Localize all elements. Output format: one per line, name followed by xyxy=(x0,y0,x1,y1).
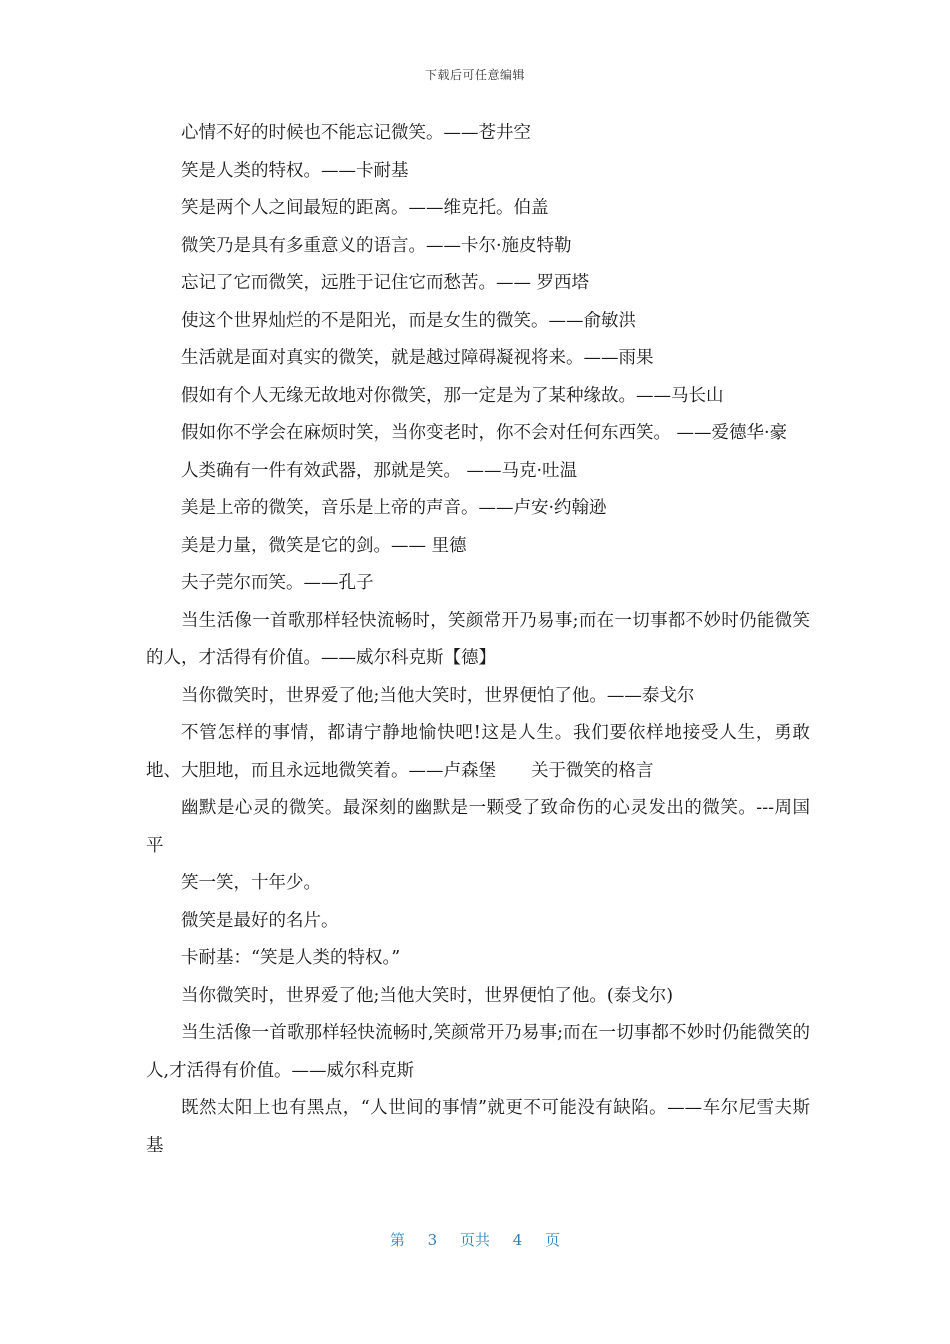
quote-paragraph: 当生活像一首歌那样轻快流畅时，笑颜常开乃易事;而在一切事都不妙时仍能微笑的人，才活得有价值。——威尔科克斯【德】 xyxy=(146,610,810,668)
page-header: 下载后可任意编辑 xyxy=(424,68,525,82)
quote-paragraph: 使这个世界灿烂的不是阳光，而是女生的微笑。——俞敏洪 xyxy=(181,310,636,331)
quote-paragraph: 笑是人类的特权。——卡耐基 xyxy=(181,160,409,181)
quote-paragraph: 卡耐基：“笑是人类的特权。” xyxy=(181,948,401,968)
quote-paragraph: 笑是两个人之间最短的距离。——维克托。伯盖 xyxy=(181,198,549,218)
page-footer xyxy=(0,1229,950,1250)
footer-prefix: 第 xyxy=(389,1231,405,1249)
total-page-number: 4 xyxy=(512,1231,523,1249)
quote-paragraph: 笑一笑，十年少。 xyxy=(181,873,321,893)
quote-paragraph: 美是力量，微笑是它的剑。—— 里德 xyxy=(181,535,467,556)
quote-paragraph: 当你微笑时，世界爱了他;当他大笑时，世界便怕了他。(泰戈尔) xyxy=(181,985,674,1006)
quote-paragraph: 当你微笑时，世界爱了他;当他大笑时，世界便怕了他。——泰戈尔 xyxy=(181,685,695,706)
quote-paragraph: 美是上帝的微笑，音乐是上帝的声音。——卢安·约翰逊 xyxy=(181,498,607,518)
quote-paragraph: 当生活像一首歌那样轻快流畅时,笑颜常开乃易事;而在一切事都不妙时仍能微笑的人,才活得有价值。——威尔科克斯 xyxy=(146,1023,810,1081)
quote-paragraph: 微笑是最好的名片。 xyxy=(181,910,339,931)
quote-paragraph: 假如你不学会在麻烦时笑，当你变老时，你不会对任何东西笑。 ——爱德华·豪 xyxy=(181,423,788,443)
footer-suffix: 页 xyxy=(545,1231,561,1249)
quote-paragraph: 忘记了它而微笑，远胜于记住它而愁苦。—— 罗西塔 xyxy=(181,273,590,293)
quote-paragraph: 不管怎样的事情，都请宁静地愉快吧!这是人生。我们要依样地接受人生，勇敢地、大胆地，而且永远地微笑着。——卢森堡 关于微笑的格言 xyxy=(146,723,810,781)
quote-paragraph: 假如有个人无缘无故地对你微笑，那一定是为了某种缘故。——马长山 xyxy=(181,385,724,406)
quote-paragraph: 既然太阳上也有黑点，“人世间的事情”就更不可能没有缺陷。——车尔尼雪夫斯基 xyxy=(146,1098,810,1156)
quote-paragraph: 微笑乃是具有多重意义的语言。——卡尔·施皮特勒 xyxy=(181,235,572,256)
quote-list xyxy=(146,115,810,1165)
quote-paragraph: 心情不好的时候也不能忘记微笑。——苍井空 xyxy=(181,123,531,143)
quote-paragraph: 幽默是心灵的微笑。最深刻的幽默是一颗受了致命伤的心灵发出的微笑。---周国平 xyxy=(146,798,810,856)
current-page-number: 3 xyxy=(427,1231,438,1249)
footer-middle: 页共 xyxy=(459,1231,490,1249)
quote-paragraph: 生活就是面对真实的微笑，就是越过障碍凝视将来。——雨果 xyxy=(181,348,654,368)
quote-paragraph: 人类确有一件有效武器，那就是笑。 ——马克·吐温 xyxy=(181,460,578,481)
quote-paragraph: 夫子莞尔而笑。——孔子 xyxy=(181,573,374,593)
